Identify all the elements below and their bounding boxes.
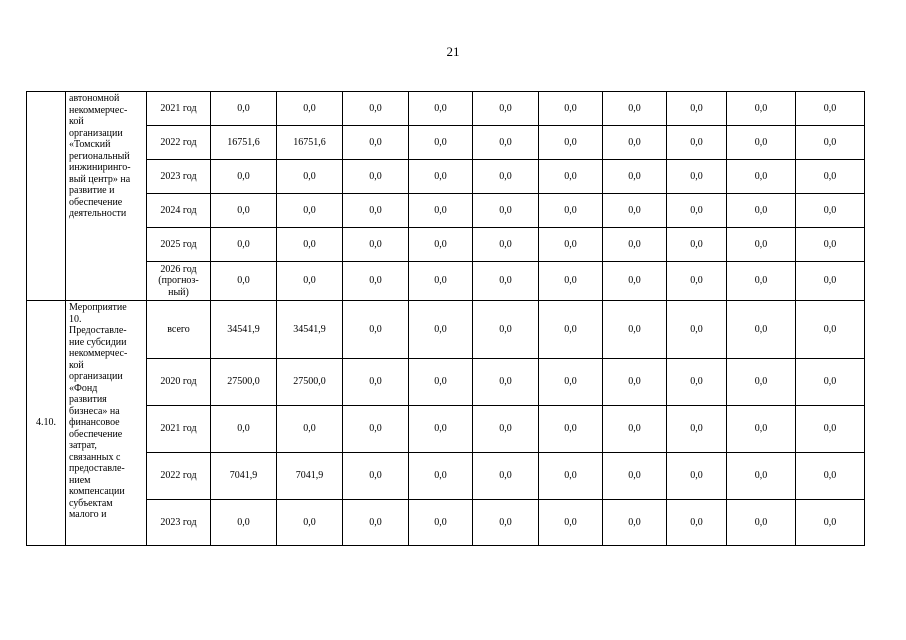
value-cell: 0,0 (796, 126, 865, 160)
value-cell: 0,0 (539, 126, 603, 160)
value-cell: 0,0 (727, 359, 796, 406)
value-cell: 0,0 (727, 262, 796, 301)
value-cell: 27500,0 (211, 359, 277, 406)
value-cell: 0,0 (727, 160, 796, 194)
year-cell: 2024 год (147, 194, 211, 228)
value-cell: 0,0 (343, 194, 409, 228)
value-cell: 0,0 (727, 126, 796, 160)
value-cell: 0,0 (473, 160, 539, 194)
value-cell: 0,0 (277, 228, 343, 262)
value-cell: 0,0 (211, 406, 277, 453)
value-cell: 0,0 (409, 160, 473, 194)
value-cell: 0,0 (343, 160, 409, 194)
value-cell: 0,0 (473, 301, 539, 359)
value-cell: 16751,6 (277, 126, 343, 160)
year-cell: 2022 год (147, 453, 211, 500)
value-cell: 0,0 (409, 453, 473, 500)
value-cell: 34541,9 (277, 301, 343, 359)
value-cell: 0,0 (796, 301, 865, 359)
value-cell: 0,0 (277, 194, 343, 228)
value-cell: 0,0 (473, 453, 539, 500)
value-cell: 0,0 (409, 262, 473, 301)
value-cell: 0,0 (343, 301, 409, 359)
value-cell: 27500,0 (277, 359, 343, 406)
value-cell: 0,0 (796, 500, 865, 546)
value-cell: 0,0 (473, 262, 539, 301)
page-number: 21 (446, 44, 460, 59)
table-row (27, 500, 865, 546)
value-cell: 0,0 (343, 126, 409, 160)
value-cell: 0,0 (603, 126, 667, 160)
year-cell: 2021 год (147, 92, 211, 126)
value-cell: 0,0 (796, 453, 865, 500)
value-cell: 0,0 (603, 262, 667, 301)
value-cell: 0,0 (539, 262, 603, 301)
value-cell: 0,0 (539, 453, 603, 500)
value-cell: 0,0 (667, 194, 727, 228)
value-cell: 7041,9 (211, 453, 277, 500)
value-cell: 0,0 (277, 92, 343, 126)
value-cell: 0,0 (667, 406, 727, 453)
table-row (27, 194, 865, 228)
value-cell: 0,0 (343, 453, 409, 500)
value-cell: 0,0 (211, 228, 277, 262)
value-cell: 0,0 (603, 500, 667, 546)
value-cell: 0,0 (539, 194, 603, 228)
value-cell: 0,0 (211, 160, 277, 194)
table-body (27, 92, 865, 546)
table-row (27, 406, 865, 453)
value-cell: 0,0 (727, 453, 796, 500)
value-cell: 0,0 (603, 359, 667, 406)
value-cell: 0,0 (667, 453, 727, 500)
value-cell: 0,0 (211, 500, 277, 546)
value-cell: 0,0 (667, 160, 727, 194)
table-row (27, 92, 865, 126)
value-cell: 0,0 (409, 194, 473, 228)
value-cell: 0,0 (343, 262, 409, 301)
value-cell: 0,0 (539, 359, 603, 406)
value-cell: 0,0 (277, 262, 343, 301)
value-cell: 0,0 (796, 262, 865, 301)
value-cell: 0,0 (473, 359, 539, 406)
value-cell: 0,0 (667, 92, 727, 126)
value-cell: 0,0 (539, 92, 603, 126)
year-cell: 2025 год (147, 228, 211, 262)
value-cell: 0,0 (796, 160, 865, 194)
budget-table (26, 91, 865, 546)
year-cell: 2023 год (147, 500, 211, 546)
value-cell: 0,0 (667, 228, 727, 262)
value-cell: 7041,9 (277, 453, 343, 500)
value-cell: 0,0 (409, 500, 473, 546)
value-cell: 0,0 (603, 453, 667, 500)
value-cell: 0,0 (539, 500, 603, 546)
value-cell: 0,0 (667, 359, 727, 406)
value-cell: 0,0 (539, 160, 603, 194)
value-cell: 0,0 (603, 160, 667, 194)
value-cell: 0,0 (211, 262, 277, 301)
value-cell: 0,0 (727, 500, 796, 546)
value-cell: 0,0 (667, 301, 727, 359)
value-cell: 0,0 (796, 228, 865, 262)
value-cell: 0,0 (603, 406, 667, 453)
value-cell: 0,0 (277, 406, 343, 453)
value-cell: 0,0 (539, 406, 603, 453)
value-cell: 0,0 (727, 92, 796, 126)
value-cell: 0,0 (473, 92, 539, 126)
table-row (27, 228, 865, 262)
value-cell: 16751,6 (211, 126, 277, 160)
item-description: автономной некоммерчес- кой организации «Томский региональный инжиниринго- вый центр» на развитие и обеспечение деятельности (66, 92, 147, 301)
value-cell: 0,0 (539, 228, 603, 262)
year-cell: 2022 год (147, 126, 211, 160)
item-number (27, 92, 66, 301)
value-cell: 0,0 (473, 500, 539, 546)
value-cell: 0,0 (796, 406, 865, 453)
value-cell: 0,0 (343, 406, 409, 453)
value-cell: 34541,9 (211, 301, 277, 359)
year-cell: 2021 год (147, 406, 211, 453)
value-cell: 0,0 (603, 194, 667, 228)
value-cell: 0,0 (409, 92, 473, 126)
value-cell: 0,0 (409, 359, 473, 406)
value-cell: 0,0 (211, 92, 277, 126)
value-cell: 0,0 (667, 126, 727, 160)
value-cell: 0,0 (473, 228, 539, 262)
value-cell: 0,0 (343, 359, 409, 406)
value-cell: 0,0 (727, 301, 796, 359)
item-number: 4.10. (27, 301, 66, 546)
value-cell: 0,0 (473, 194, 539, 228)
value-cell: 0,0 (409, 126, 473, 160)
value-cell: 0,0 (796, 194, 865, 228)
value-cell: 0,0 (727, 228, 796, 262)
value-cell: 0,0 (667, 262, 727, 301)
value-cell: 0,0 (603, 92, 667, 126)
value-cell: 0,0 (409, 301, 473, 359)
value-cell: 0,0 (277, 160, 343, 194)
value-cell: 0,0 (277, 500, 343, 546)
value-cell: 0,0 (796, 359, 865, 406)
year-cell: 2026 год (прогноз- ный) (147, 262, 211, 301)
table-row (27, 301, 865, 359)
year-cell: 2023 год (147, 160, 211, 194)
table-row (27, 126, 865, 160)
table-row (27, 160, 865, 194)
table-row (27, 453, 865, 500)
value-cell: 0,0 (727, 406, 796, 453)
value-cell: 0,0 (343, 228, 409, 262)
table-row (27, 359, 865, 406)
value-cell: 0,0 (667, 500, 727, 546)
value-cell: 0,0 (539, 301, 603, 359)
value-cell: 0,0 (603, 228, 667, 262)
value-cell: 0,0 (473, 406, 539, 453)
value-cell: 0,0 (727, 194, 796, 228)
value-cell: 0,0 (796, 92, 865, 126)
year-cell: всего (147, 301, 211, 359)
value-cell: 0,0 (211, 194, 277, 228)
value-cell: 0,0 (409, 228, 473, 262)
value-cell: 0,0 (473, 126, 539, 160)
table-row (27, 262, 865, 301)
year-cell: 2020 год (147, 359, 211, 406)
value-cell: 0,0 (409, 406, 473, 453)
value-cell: 0,0 (603, 301, 667, 359)
value-cell: 0,0 (343, 92, 409, 126)
value-cell: 0,0 (343, 500, 409, 546)
item-description: Мероприятие 10. Предоставле- ние субсидии некоммерчес- кой организации «Фонд развития бизнеса» на финансовое обеспечение затрат, связанных с предоставле- нием компенсации субъектам малого и (66, 301, 147, 546)
